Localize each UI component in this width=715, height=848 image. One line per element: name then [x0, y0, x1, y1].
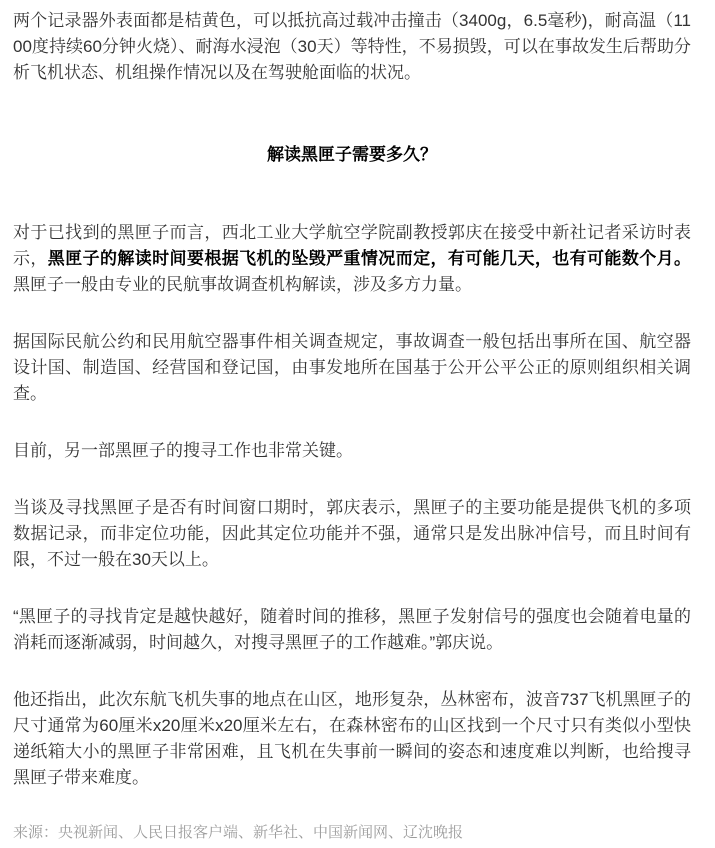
paragraph-quote-guoqing: “黑匣子的寻找肯定是越快越好，随着时间的推移，黑匣子发射信号的强度也会随着电量的消耗而逐渐减弱，时间越久，对搜寻黑匣子的工作越难。”郭庆说。 [13, 607, 691, 652]
paragraph-decode-time [13, 220, 691, 298]
decode-time-emphasis: 黑匣子的解读时间要根据飞机的坠毁严重情况而定，有可能几天，也有可能数个月。 [47, 249, 692, 268]
source-line: 来源：央视新闻、人民日报客户端、新华社、中国新闻网、辽沈晚报 [13, 824, 464, 841]
paragraph-recorder-features: 两个记录器外表面都是桔黄色，可以抵抗高过载冲击撞击（3400g，6.5毫秒)，耐高温（1100度持续60分钟火烧）、耐海水浸泡（30天）等特性，不易损毁，可以在事故发生后帮助分析飞机状态、机组操作情况以及在驾驶舱面临的状况。 [13, 11, 691, 82]
section-heading: 解读黑匣子需要多久？ [267, 145, 437, 164]
decode-time-suffix: 黑匣子一般由专业的民航事故调查机构解读，涉及多方力量。 [13, 275, 472, 294]
paragraph-search-difficulty: 他还指出，此次东航飞机失事的地点在山区，地形复杂，丛林密布，波音737飞机黑匣子的尺寸通常为60厘米x20厘米x20厘米左右，在森林密布的山区找到一个尺寸只有类似小型快递纸箱大小的黑匣子非常困难，且飞机在失事前一瞬间的姿态和速度难以判断，也给搜寻黑匣子带来难度。 [13, 690, 691, 787]
decode-time-prefix: 对于已找到的黑匣子而言，西北工业大学航空学院副教授郭庆在接受中新社记者采访时表示， [13, 223, 691, 268]
paragraph-second-box-search: 目前，另一部黑匣子的搜寻工作也非常关键。 [13, 441, 353, 460]
paragraph-investigation-rules: 据国际民航公约和民用航空器事件相关调查规定，事故调查一般包括出事所在国、航空器设计国、制造国、经营国和登记国，由事发地所在国基于公开公平公正的原则组织相关调查。 [13, 332, 691, 403]
paragraph-time-window: 当谈及寻找黑匣子是否有时间窗口期时，郭庆表示，黑匣子的主要功能是提供飞机的多项数据记录，而非定位功能，因此其定位功能并不强，通常只是发出脉冲信号，而且时间有限，不过一般在30天以上。 [13, 498, 691, 569]
